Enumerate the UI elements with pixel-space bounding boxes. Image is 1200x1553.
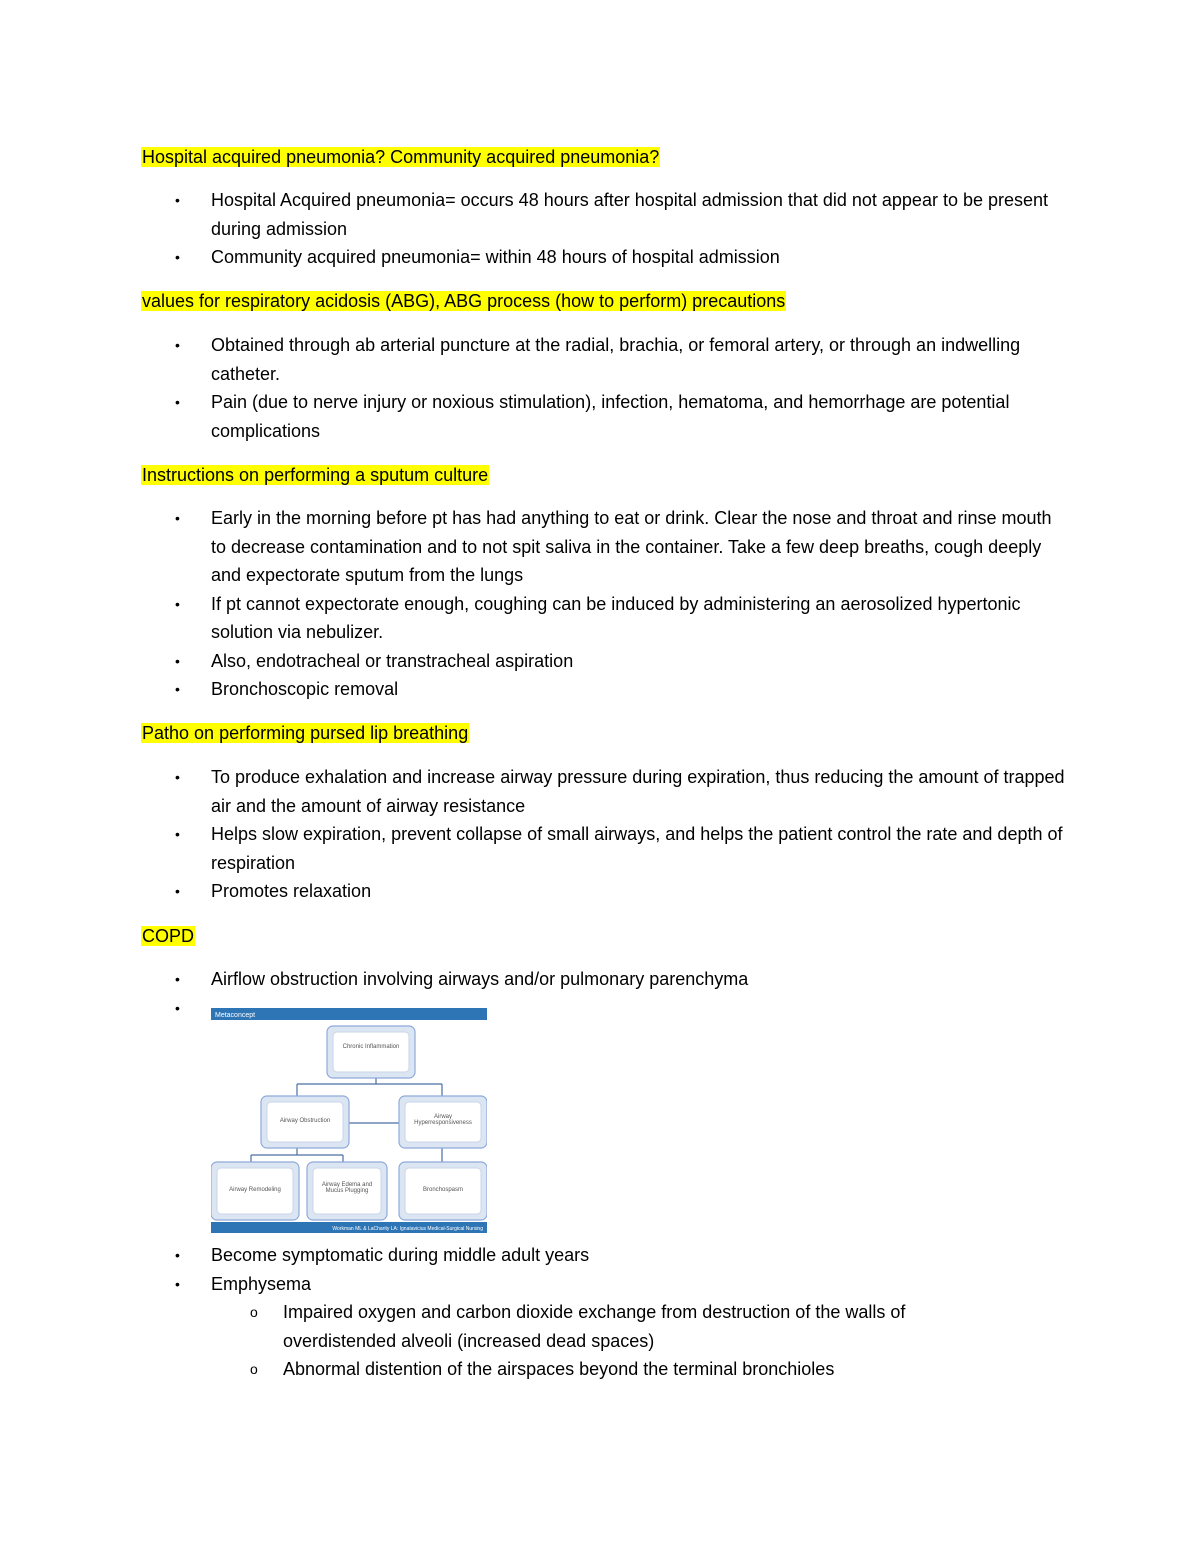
diagram-header-text: Metaconcept: [215, 1012, 256, 1019]
bullet-icon: •: [175, 971, 180, 987]
section-heading-pursed-lip: Patho on performing pursed lip breathing: [142, 723, 469, 743]
bullet-icon: •: [175, 394, 180, 410]
diagram-box-bottom-mid: Airway Edema and Mucus Plugging: [307, 1162, 387, 1220]
bullet-icon: •: [175, 510, 180, 526]
list-item: • Obtained through ab arterial puncture at the radial, brachia, or femoral artery, or through an indwelling catheter.: [0, 331, 1071, 388]
bullet-icon: •: [175, 999, 180, 1016]
list-item: • Helps slow expiration, prevent collapse of small airways, and helps the patient control the rate and depth of respiration: [0, 820, 1071, 877]
section-heading-pneumonia: Hospital acquired pneumonia? Community acquired pneumonia?: [142, 147, 660, 167]
bullet-icon: •: [175, 337, 180, 353]
bullet-icon: •: [175, 192, 180, 208]
copd-concept-diagram: [211, 1008, 487, 1233]
bullet-icon: •: [175, 249, 180, 265]
list-item: • If pt cannot expectorate enough, coughing can be induced by administering an aerosolized hypertonic solution via nebulizer.: [0, 590, 1071, 647]
diagram-box-right: Airway Hyperresponsiveness: [399, 1096, 487, 1148]
section-heading-sputum: Instructions on performing a sputum culture: [142, 465, 489, 485]
list-item: • Airflow obstruction involving airways and/or pulmonary parenchyma: [0, 965, 1071, 994]
sputum-list: [0, 504, 1071, 704]
sub-bullet-icon: o: [250, 1304, 258, 1320]
diagram-box-top: Chronic Inflammation: [327, 1026, 415, 1078]
list-item: • Bronchoscopic removal: [0, 675, 1071, 704]
bullet-icon: •: [175, 1247, 180, 1263]
list-item: • Community acquired pneumonia= within 48 hours of hospital admission: [0, 243, 1071, 272]
list-item: • Promotes relaxation: [0, 877, 1071, 906]
bullet-icon: •: [175, 595, 180, 612]
abg-list: [0, 331, 1071, 445]
list-item: • Emphysema: [0, 1270, 1071, 1299]
list-item: • Become symptomatic during middle adult years: [0, 1241, 1071, 1270]
sub-list-item: o Abnormal distention of the airspaces beyond the terminal bronchioles: [0, 1355, 983, 1384]
copd-list-continued: [0, 1241, 1071, 1384]
list-item: • Early in the morning before pt has had anything to eat or drink. Clear the nose and throat and rinse mouth to decrease contamination and to not spit saliva in the container. Take a few deep breaths, cough deeply and expectorate sputum from the lungs: [0, 504, 1071, 590]
bullet-icon: •: [175, 883, 180, 899]
section-heading-copd: COPD: [142, 926, 195, 946]
copd-list: [0, 965, 1071, 1014]
list-item: • To produce exhalation and increase airway pressure during expiration, thus reducing the amount of trapped air and the amount of airway resistance: [0, 763, 1071, 820]
diagram-box-bottom-right: Bronchospasm: [399, 1162, 487, 1220]
section-heading-abg: values for respiratory acidosis (ABG), ABG process (how to perform) precautions: [142, 291, 786, 311]
sub-list-item: o Impaired oxygen and carbon dioxide exchange from destruction of the walls of overdistended alveoli (increased dead spaces): [0, 1298, 983, 1355]
bullet-icon: •: [175, 826, 180, 842]
list-item: • Hospital Acquired pneumonia= occurs 48 hours after hospital admission that did not appear to be present during admission: [0, 186, 1071, 243]
list-item: [0, 994, 1071, 1014]
list-item: • Also, endotracheal or transtracheal aspiration: [0, 647, 1071, 676]
bullet-icon: •: [175, 1275, 180, 1292]
pneumonia-list: [0, 186, 1071, 272]
diagram-box-bottom-left: Airway Remodeling: [211, 1162, 299, 1220]
pursed-lip-list: [0, 763, 1071, 906]
list-item: • Pain (due to nerve injury or noxious stimulation), infection, hematoma, and hemorrhage are potential complications: [0, 388, 1071, 445]
bullet-icon: •: [175, 652, 180, 669]
sub-bullet-icon: o: [250, 1361, 258, 1377]
bullet-icon: •: [175, 769, 180, 785]
diagram-footer-text: Workman ML & LaCharity LA: Ignatavicius Medical-Surgical Nursing: [332, 1226, 483, 1232]
diagram-box-left: Airway Obstruction: [261, 1096, 349, 1148]
bullet-icon: •: [175, 681, 180, 697]
